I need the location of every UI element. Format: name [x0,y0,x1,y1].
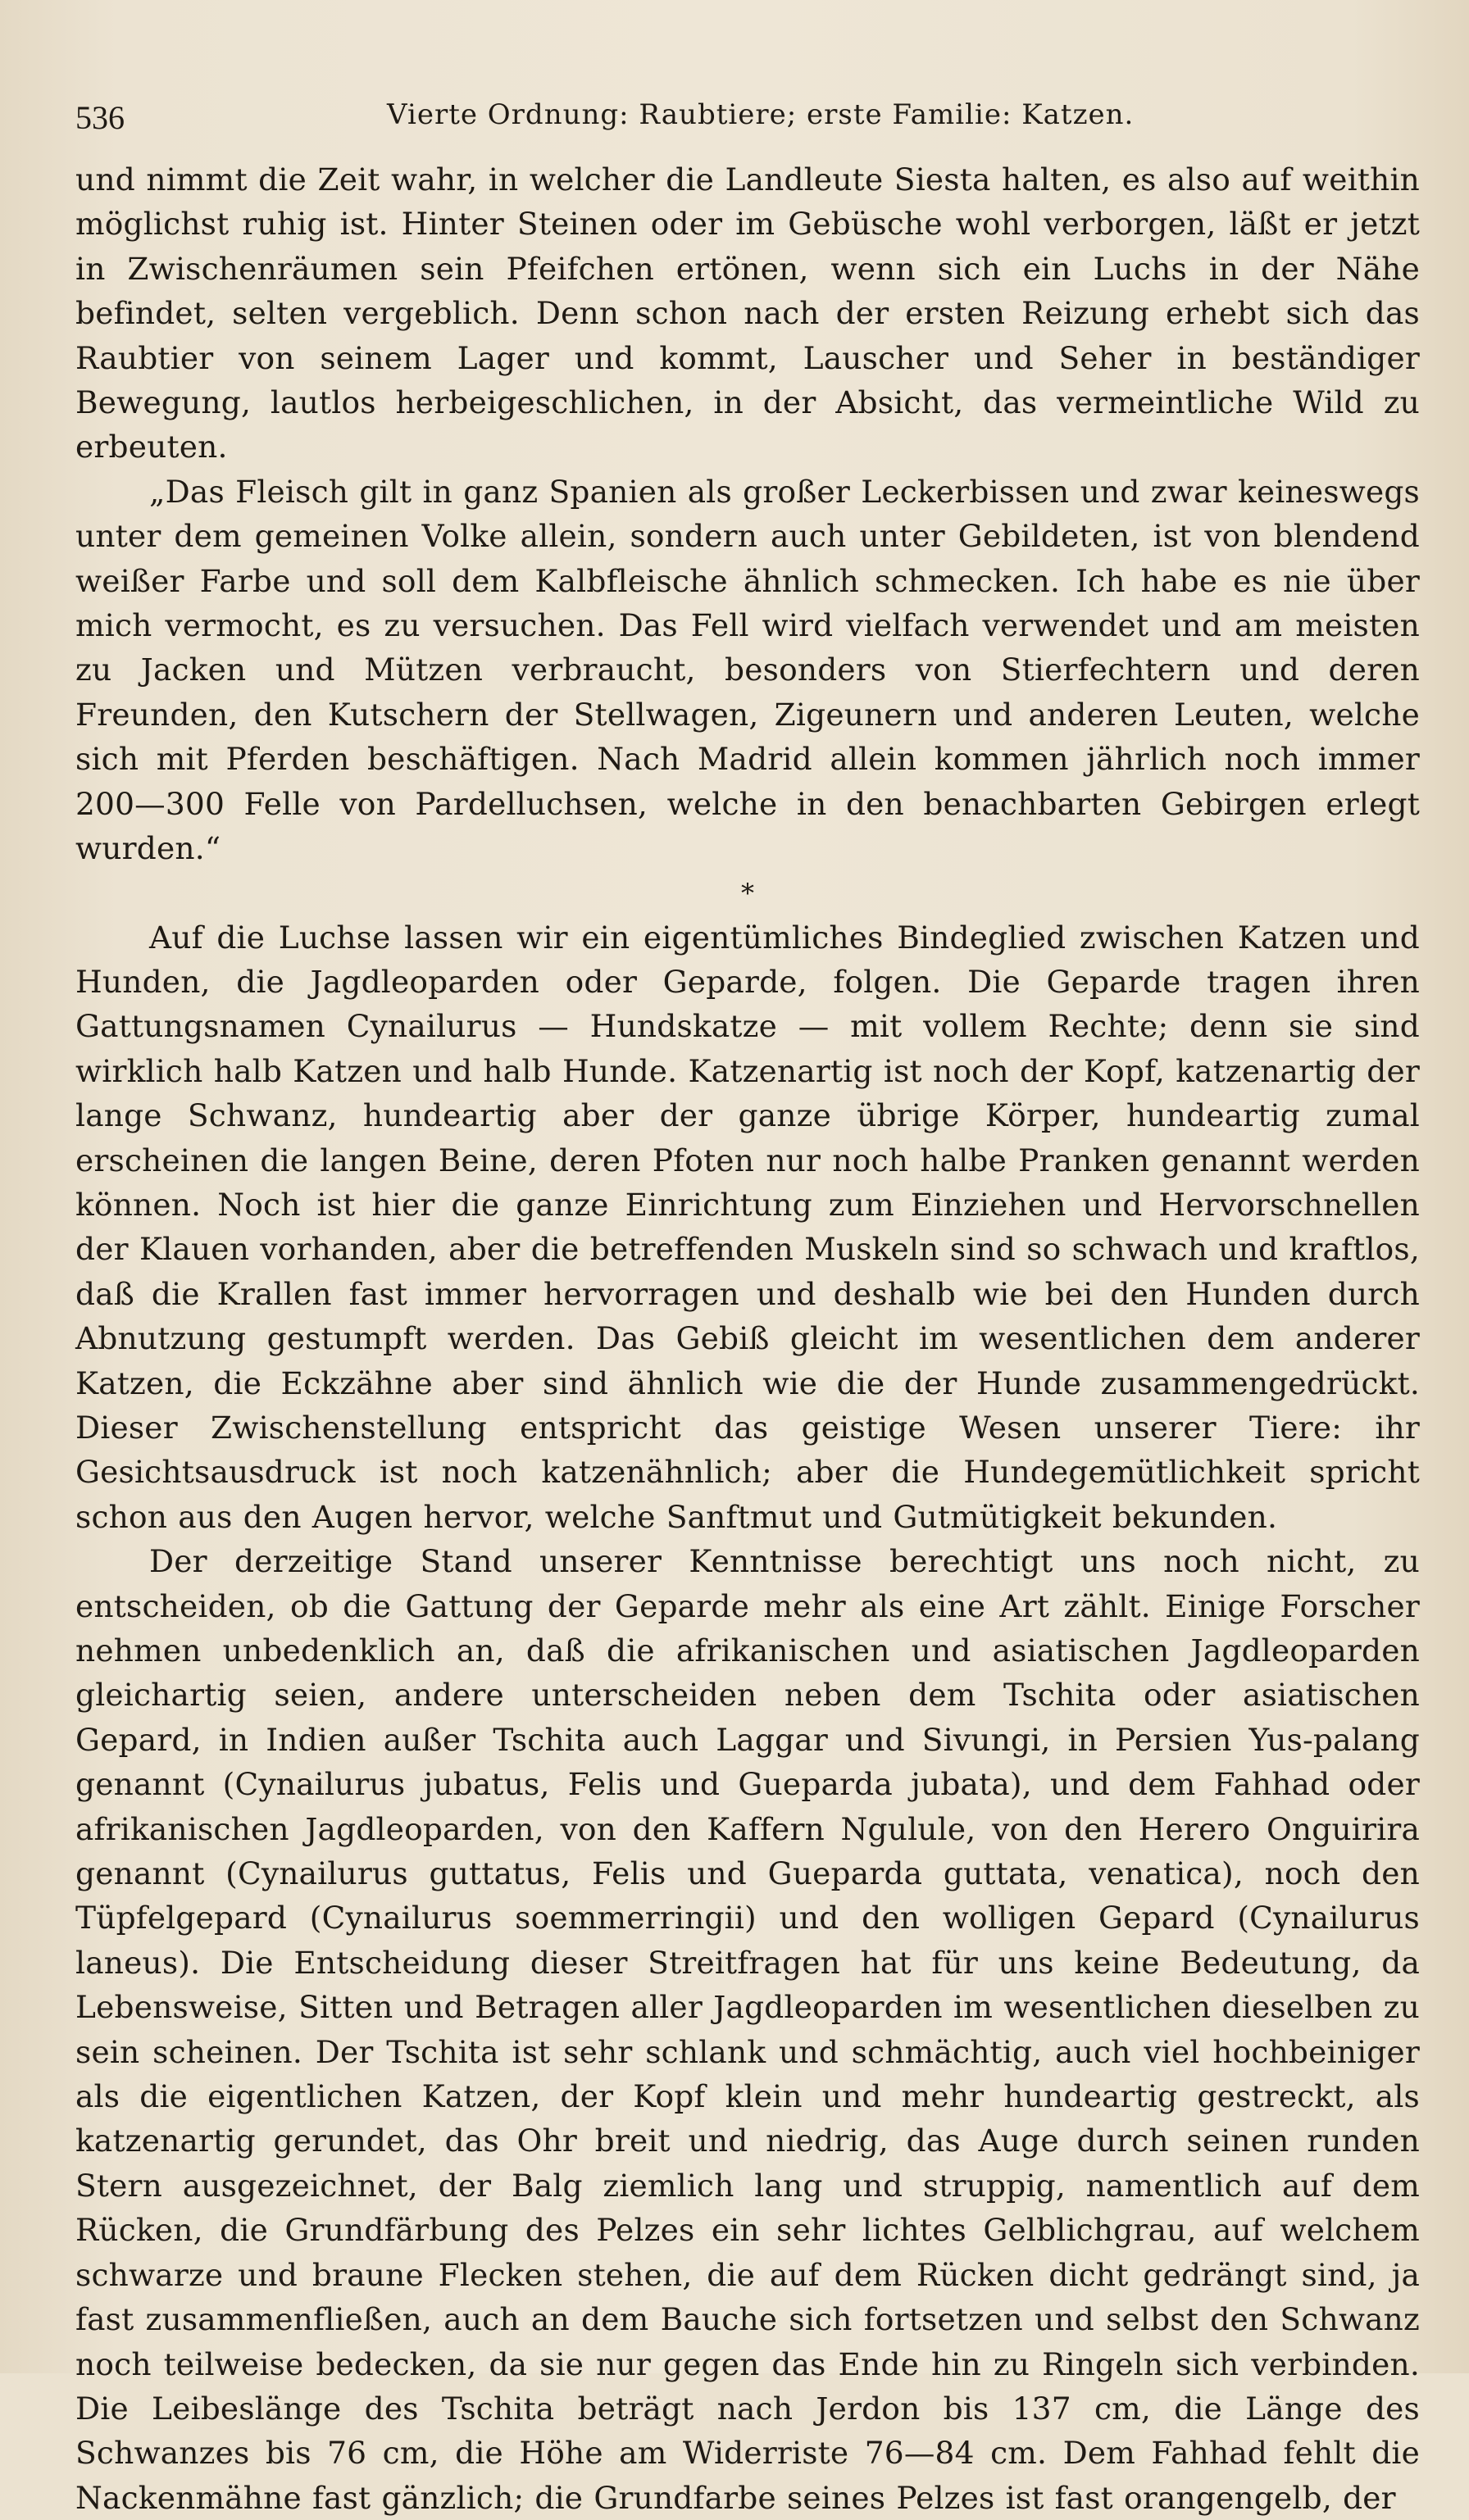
page-number: 536 [75,99,125,136]
page-header [75,92,1412,141]
running-head: Vierte Ordnung: Raubtiere; erste Familie: Katzen. [387,98,1135,131]
page-body [75,157,1420,2520]
paragraph-4: Der derzeitige Stand unserer Kenntnisse berechtigt uns noch nicht, zu entscheiden, ob die Gattung der Geparde mehr als eine Art zählt. Einige Forscher nehmen unbedenklich an, daß die afrikanischen und asiatischen Jagdleoparden gleichartig seien, andere unterscheiden neben dem Tschita oder asiatischen Gepard, in Indien außer Tschita auch Laggar und Sivungi, in Persien Yus-palang genannt (Cynailurus jubatus, Felis und Guepardа jubata), und dem Fahhad oder afrikanischen Jagdleoparden, von den Kaffern Ngulule, von den Herero Onguirira genannt (Cynailurus guttatus, Felis und Guepardа guttata, venatica), noch den Tüpfelgepard (Cynailurus soemmerringii) und den wolligen Gepard (Cynailurus laneus). Die Entscheidung dieser Streitfragen hat für uns keine Bedeutung, da Lebensweise, Sitten und Betragen aller Jagdleoparden im wesentlichen dieselben zu sein scheinen. Der Tschita ist sehr schlank und schmächtig, auch viel hochbeiniger als die eigentlichen Katzen, der Kopf klein und mehr hundeartig gestreckt, als katzenartig gerundet, das Ohr breit und niedrig, das Auge durch seinen runden Stern ausgezeichnet, der Balg ziemlich lang und struppig, namentlich auf dem Rücken, die Grundfärbung des Pelzes ein sehr lichtes Gelblichgrau, auf welchem schwarze und braune Flecken stehen, die auf dem Rücken dicht gedrängt sind, ja fast zusammenfließen, auch an dem Bauche sich fortsetzen und selbst den Schwanz noch teilweise bedecken, da sie nur gegen das Ende hin zu Ringeln sich verbinden. Die Leibeslänge des Tschita beträgt nach Jerdon bis 137 cm, die Länge des Schwanzes bis 76 cm, die Höhe am Widerriste 76—84 cm. Dem Fahhad fehlt die Nackenmähne fast gänzlich; die Grundfarbe seines Pelzes ist fast orangengelb, der [75,1543,1420,2516]
section-separator: * [741,877,754,909]
paragraph-3: Auf die Luchse lassen wir ein eigentümliches Bindeglied zwischen Katzen und Hunden, die Jagdleoparden oder Geparde, folgen. Die Geparde tragen ihren Gattungsnamen Cynailurus — Hundskatze — mit vollem Rechte; denn sie sind wirklich halb Katzen und halb Hunde. Katzenartig ist noch der Kopf, katzenartig der lange Schwanz, hundeartig aber der ganze übrige Körper, hundeartig zumal erscheinen die langen Beine, deren Pfoten nur noch halbe Pranken genannt werden können. Noch ist hier die ganze Einrichtung zum Einziehen und Hervorschnellen der Klauen vorhanden, aber die betreffenden Muskeln sind so schwach und kraftlos, daß die Krallen fast immer hervorragen und deshalb wie bei den Hunden durch Abnutzung gestumpft werden. Das Gebiß gleicht im wesentlichen dem anderer Katzen, die Eckzähne aber sind ähnlich wie die der Hunde zusammengedrückt. Dieser Zwischenstellung entspricht das geistige Wesen unserer Tiere: ihr Gesichtsausdruck ist noch katzenähnlich; aber die Hundegemütlichkeit spricht schon aus den Augen hervor, welche Sanftmut und Gutmütigkeit bekunden. [75,919,1420,1535]
paragraph-1: und nimmt die Zeit wahr, in welcher die Landleute Siesta halten, es also auf weithin möglichst ruhig ist. Hinter Steinen oder im Gebüsche wohl verborgen, läßt er jetzt in Zwischenräumen sein Pfeifchen ertönen, wenn sich ein Luchs in der Nähe befindet, selten vergeblich. Denn schon nach der ersten Reizung erhebt sich das Raubtier von seinem Lager und kommt, Lauscher und Seher in beständiger Bewegung, lautlos herbeigeschlichen, in der Absicht, das vermeintliche Wild zu erbeuten. [75,161,1420,465]
paragraph-2-quote: „Das Fleisch gilt in ganz Spanien als großer Leckerbissen und zwar keineswegs unter dem gemeinen Volke allein, sondern auch unter Gebildeten, ist von blendend weißer Farbe und soll dem Kalbfleische ähnlich schmecken. Ich habe es nie über mich vermocht, es zu versuchen. Das Fell wird vielfach verwendet und am meisten zu Jacken und Mützen verbraucht, besonders von Stierfechtern und deren Freunden, den Kutschern der Stellwagen, Zigeunern und anderen Leuten, welche sich mit Pferden beschäftigen. Nach Madrid allein kommen jährlich noch immer 200—300 Felle von Pardelluchsen, welche in den benachbarten Gebirgen erlegt wurden.“ [75,473,1420,867]
